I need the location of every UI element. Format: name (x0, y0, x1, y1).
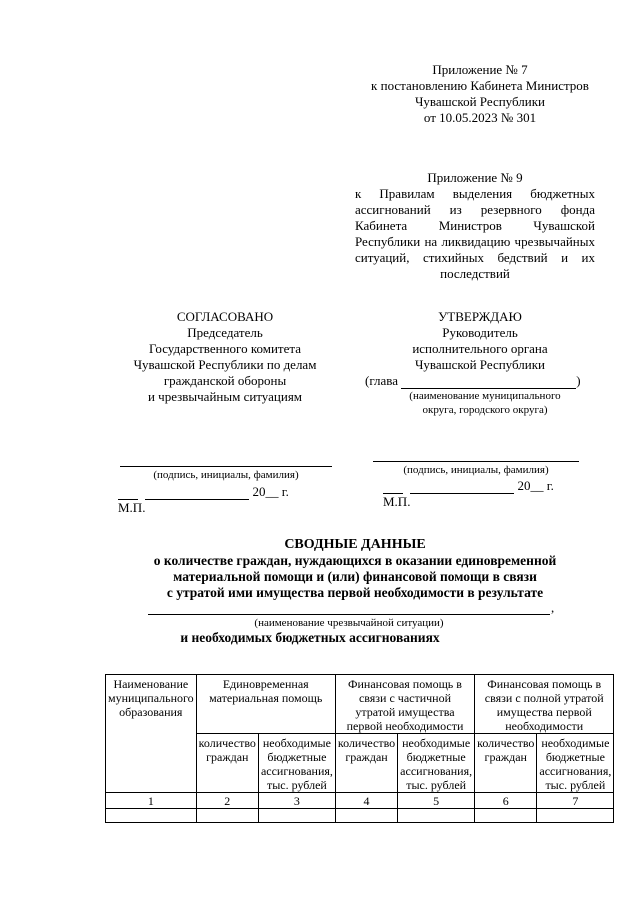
subheader-budget: необходимые бюджетные ассигнования, тыс. рублей (258, 734, 335, 793)
subheader-budget: необходимые бюджетные ассигнования, тыс. рублей (537, 734, 614, 793)
right-date-row (383, 478, 603, 510)
right-signature-line (373, 461, 579, 462)
header-one-time-aid: Единовременная материальная помощь (196, 675, 335, 734)
column-number: 3 (258, 793, 335, 809)
column-number: 7 (537, 793, 614, 809)
date-year: 20__ г. (517, 478, 554, 493)
situation-comma: , (551, 600, 555, 615)
date-day-blank (118, 488, 138, 500)
annex-7-block (355, 62, 605, 126)
glava-close: ) (576, 373, 581, 388)
agreed-line: гражданской обороны (163, 373, 287, 388)
date-year: 20__ г. (252, 484, 289, 499)
subheader-count: количество граждан (335, 734, 397, 793)
agreed-line: Чувашской Республики по делам (133, 357, 317, 372)
document-subtitle-line: и необходимых бюджетных ассигнованиях (180, 630, 440, 645)
situation-blank-line (148, 600, 550, 615)
left-date-row (118, 484, 348, 516)
date-day-blank (383, 482, 403, 494)
agreed-line: и чрезвычайным ситуациям (147, 389, 303, 404)
document-title-block (60, 537, 640, 601)
glava-blank-line (401, 376, 576, 389)
summary-table (105, 674, 614, 823)
annex-7-line: к постановлению Кабинета Министров (371, 78, 589, 93)
subheader-count: количество граждан (196, 734, 258, 793)
table-cell (196, 809, 258, 823)
approve-glava-row (355, 373, 605, 389)
annex-9-block (355, 170, 595, 282)
table-cell (106, 809, 197, 823)
mp-stamp-label: М.П. (118, 500, 146, 515)
approve-caption: округа, городского округа) (422, 404, 548, 416)
table-cell (335, 809, 397, 823)
mp-stamp-label: М.П. (383, 494, 411, 509)
table-cell (537, 809, 614, 823)
document-subtitle-line: о количестве граждан, нуждающихся в оказании единовременной (153, 553, 557, 568)
approve-caption: (наименование муниципального (409, 390, 561, 402)
header-partial-loss-aid: Финансовая помощь в связи с частичной утратой имущества первой необходимости (335, 675, 474, 734)
agreed-block (110, 309, 340, 405)
left-signature-caption: (подпись, инициалы, фамилия) (153, 469, 299, 481)
right-signature-caption: (подпись, инициалы, фамилия) (403, 464, 549, 476)
agreed-heading: СОГЛАСОВАНО (176, 309, 274, 324)
approve-block (355, 309, 605, 417)
approve-line: Чувашской Республики (414, 357, 546, 372)
header-municipality: Наименование муниципального образования (106, 675, 197, 793)
annex-7-line: Чувашской Республики (414, 94, 546, 109)
subheader-count: количество граждан (475, 734, 537, 793)
column-number: 2 (196, 793, 258, 809)
left-signature-line (120, 466, 332, 467)
annex-7-date: от 10.05.2023 № 301 (423, 110, 537, 125)
annex-7-title: Приложение № 7 (432, 62, 528, 77)
situation-caption: (наименование чрезвычайной ситуации) (254, 617, 444, 629)
column-number: 4 (335, 793, 397, 809)
document-title: СВОДНЫЕ ДАННЫЕ (284, 537, 426, 552)
column-number: 1 (106, 793, 197, 809)
date-month-blank (410, 482, 514, 494)
date-month-blank (145, 488, 249, 500)
table-cell (475, 809, 537, 823)
document-subtitle-line: с утратой ими имущества первой необходимости в результате (166, 585, 544, 600)
document-subtitle-line: материальной помощи и (или) финансовой помощи в связи (173, 569, 537, 584)
table-header-row (106, 675, 614, 734)
column-number: 5 (398, 793, 475, 809)
approve-line: исполнительного органа (412, 341, 548, 356)
subheader-budget: необходимые бюджетные ассигнования, тыс. рублей (398, 734, 475, 793)
approve-heading: УТВЕРЖДАЮ (438, 309, 522, 324)
table-number-row (106, 793, 614, 809)
approve-line: Руководитель (442, 325, 518, 340)
table-empty-row (106, 809, 614, 823)
header-full-loss-aid: Финансовая помощь в связи с полной утратой имущества первой необходимости (475, 675, 614, 734)
column-number: 6 (475, 793, 537, 809)
table-cell (398, 809, 475, 823)
annex-9-title: Приложение № 9 (427, 170, 523, 185)
agreed-line: Государственного комитета (149, 341, 301, 356)
table-cell (258, 809, 335, 823)
glava-label: (глава (365, 373, 398, 388)
agreed-line: Председатель (187, 325, 263, 340)
annex-9-text: к Правилам выделения бюджетных ассигнований из резервного фонда Кабинета Министров Чувашской Республики на ликвидацию чрезвычайных ситуаций, стихийных бедствий и их последствий (355, 186, 595, 281)
